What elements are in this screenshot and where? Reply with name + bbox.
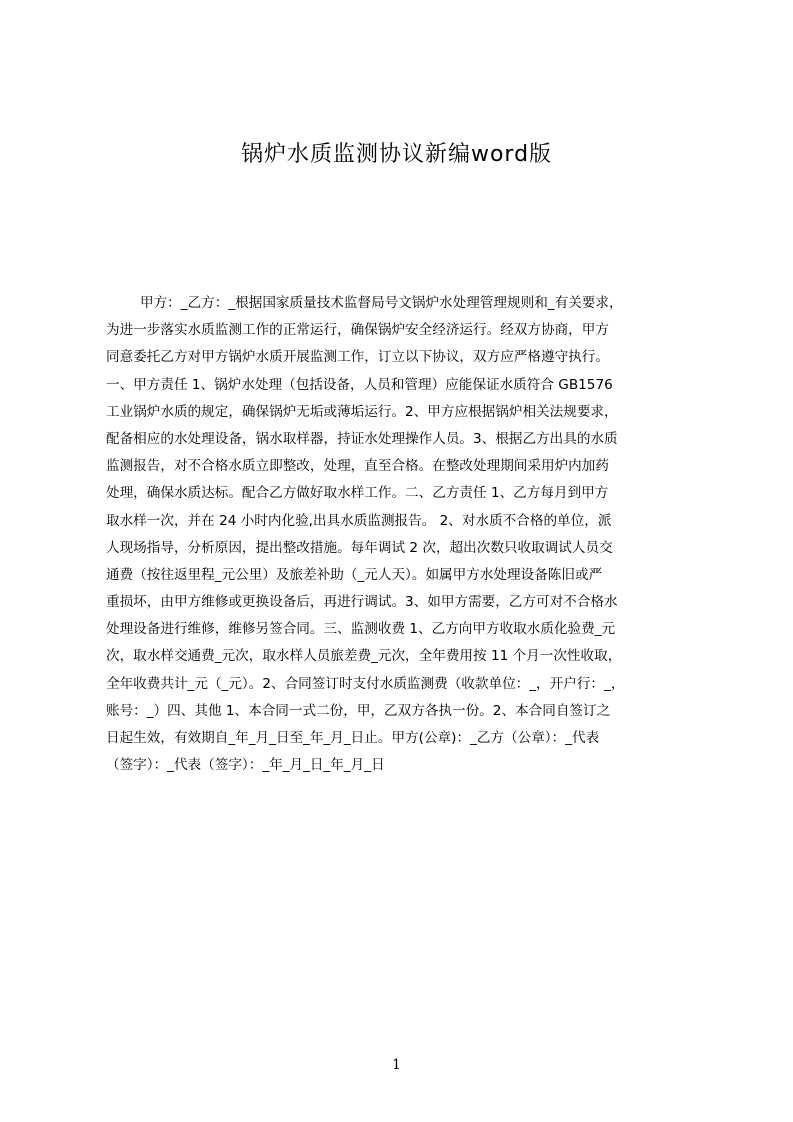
body-line: 监测报告，对不合格水质立即整改，处理，直至合格。在整改处理期间采用炉内加药 [106,458,609,475]
body-line: 人现场指导，分析原因，提出整改措施。每年调试 2 次，超出次数只收取调试人员交 [106,539,613,556]
body-line: 一、甲方责任 1、锅炉水处理（包括设备，人员和管理）应能保证水质符合 GB1576 [106,376,613,393]
body-line: 账号：_）四、其他 1、本合同一式二份，甲，乙双方各执一份。2、本合同自签订之 [106,702,611,719]
body-line: 处理，确保水质达标。配合乙方做好取水样工作。二、乙方责任 1、乙方每月到甲方 [106,485,609,502]
body-line: 通费（按往返里程_元公里）及旅差补助（_元人天）。如属甲方水处理设备陈旧或严 [106,566,603,583]
body-line: 为进一步落实水质监测工作的正常运行，确保锅炉安全经济运行。经双方协商，甲方 [106,322,609,339]
body-line: 处理设备进行维修，维修另签合同。三、监测收费 1、乙方向甲方收取水质化验费_元 [106,621,616,638]
body-line: 甲方：_乙方：_根据国家质量技术监督局号文锅炉水处理管理规则和_有关要求， [140,295,623,311]
body-line: 同意委托乙方对甲方锅炉水质开展监测工作，订立以下协议，双方应严格遵守执行。 [106,349,609,366]
body-line: 重损坏，由甲方维修或更换设备后，再进行调试。3、如甲方需要，乙方可对不合格水 [106,594,618,611]
body-line: 全年收费共计_元（_元）。2、合同签订时支付水质监测费（收款单位：_，开户行：_， [106,675,625,692]
body-line: （签字）：_代表（签字）：_年_月_日_年_月_日 [106,757,385,774]
body-line: 日起生效，有效期自_年_月_日至_年_月_日止。甲方(公章)：_乙方（公章）：_代表 [106,730,600,746]
document-body [106,290,698,779]
body-line: 配备相应的水处理设备，锅水取样器，持证水处理操作人员。3、根据乙方出具的水质 [106,430,618,447]
body-line: 工业锅炉水质的规定，确保锅炉无垢或薄垢运行。2、甲方应根据锅炉相关法规要求， [106,403,618,420]
page-number: 1 [392,1057,401,1073]
body-line: 次，取水样交通费_元次，取水样人员旅差费_元次，全年费用按 11 个月一次性收取， [106,648,622,665]
document-title: 锅炉水质监测协议新编word版 [240,142,553,167]
body-line: 取水样一次，并在 24 小时内化验,出具水质监测报告。 2、对水质不合格的单位，派 [106,512,612,529]
